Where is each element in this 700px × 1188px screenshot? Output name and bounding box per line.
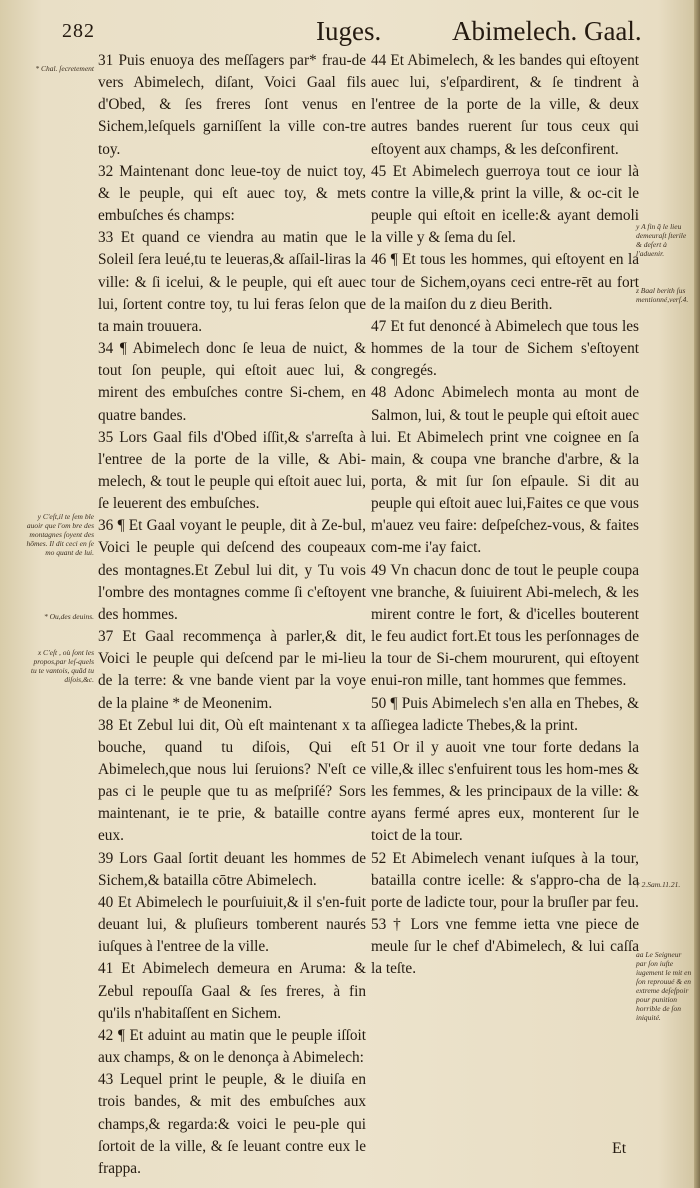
verse-number: 33 — [98, 229, 114, 247]
verse — [98, 50, 366, 161]
verse-text: Vn chacun donc de tout le peuple coupa vne branche, & ſuiuirent Abi-melech, & les mirent contre le fort, & d'icelles bouterent le feu audict fort.Et tous les perſonnages de la tour de Si-chem moururent, qui eſtoyent enui-ron mille, tant hommes que femmes. — [371, 561, 639, 690]
verse — [371, 50, 639, 161]
verse — [98, 848, 366, 892]
verse-text: Lors Gaal ſortit deuant les hommes de Sichem,& batailla cōtre Abimelech. — [98, 849, 366, 889]
verse-text: Puis enuoya des meſſagers par* frau-de vers Abimelech, diſant, Voici Gaal fils d'Obed, & ſes freres ſont venus en Sichem,leſquels garniſſent la ville con-tre toy. — [98, 52, 367, 158]
verse-number: 48 — [371, 384, 387, 402]
verse-text: ¶ Et Gaal voyant le peuple, dit à Ze-bul, Voici le peuple qui deſcend des coupeaux des montagnes.Et Zebul lui dit, y Tu vois l'ombre des montagnes comme ſi c'eſtoyent des hommes. — [98, 517, 366, 623]
section-title: Abimelech. Gaal. — [452, 16, 642, 46]
page-edge — [694, 0, 700, 1188]
page-number: 282 — [62, 20, 95, 42]
verse — [371, 914, 639, 980]
verse-number: 32 — [98, 162, 114, 180]
verse-text: Et Abimelech, & les bandes qui eſtoyent auec lui, s'eſpardirent, & ſe tindrent à l'entree de la porte de la ville, & deux autres bandes ruerent ſur tous ceux qui eſtoyent aux champs, & les deſconfirent. — [371, 52, 639, 158]
marginal-note: y A fin q̄ le lieu demeuraſt ſterile & deſert à l'aduenir. — [636, 222, 687, 258]
verse-number: 37 — [98, 628, 114, 646]
verse-text: ¶ Puis Abimelech s'en alla en Thebes, & aſſiegea ladicte Thebes,& la print. — [371, 694, 639, 734]
verse-number: 53 — [371, 916, 387, 934]
verse-text: Lors Gaal fils d'Obed iſſit,& s'arreſta à l'entree de la porte de la ville, & Abi-melech, & tout le peuple qui eſtoit auec lui, ſe leuerent des embuſches. — [98, 428, 366, 513]
verse — [98, 1069, 366, 1180]
verse-text: Adonc Abimelech monta au mont de Salmon, lui, & tout le peuple qui eſtoit auec lui. Et Abimelech print vne coignee en ſa main, & coupa vne branche d'arbre, & la porta, & mit ſur ſon eſpaule. Si dit au peuple qui eſtoit auec lui,Faites ce que vous m'auez veu faire: deſpeſchez-vous, & faites com-me i'ay faict. — [371, 384, 639, 557]
verse-number: 43 — [98, 1071, 114, 1089]
verse — [98, 161, 366, 227]
verse-text: Et Abimelech le pourſuiuit,& il s'en-fuit deuant lui, & pluſieurs tomberent naurés iuſques à l'entree de la ville. — [98, 893, 366, 956]
verse-number: 45 — [371, 162, 387, 180]
running-head — [0, 14, 700, 50]
marginal-note: aa Le Seigneur par ſon iuſte iugement le mit en ſon reprouué & en extreme deſeſpoir pour punition horrible de ſon iniquité. — [636, 950, 692, 1022]
verse — [371, 161, 639, 250]
verse-number: 49 — [371, 561, 387, 579]
verse-text: Maintenant donc leue-toy de nuict toy, & le peuple, qui eſt auec toy, & mets embuſches és champs: — [98, 162, 366, 225]
verse-number: 31 — [98, 52, 114, 69]
verse-text: ¶ Abimelech donc ſe leua de nuict, & tout ſon peuple, qui eſtoit auec lui, & mirent des embuſches contre Si-chem, en quatre bandes. — [98, 340, 366, 424]
verse — [371, 848, 639, 914]
verse-number: 46 — [371, 251, 387, 269]
verse-number: 35 — [98, 428, 114, 446]
verse-number: 40 — [98, 893, 114, 911]
verse — [98, 958, 366, 1024]
book-title: Iuges. — [316, 16, 382, 46]
marginal-note: x C'eſt , où ſont les propos,par leſ-quels tu te vantois, quād tu diſois,&c. — [30, 648, 94, 684]
verse-number: 47 — [371, 317, 387, 335]
verse — [371, 737, 639, 848]
verse-text: Et Gaal recommença à parler,& dit, Voici le peuple qui deſcend par le mi-lieu de la terre: & vne bande vient par la voye de la plaine * de Meonenim. — [98, 628, 366, 712]
verse — [98, 227, 366, 338]
verse — [98, 626, 366, 715]
verse — [371, 316, 639, 382]
marginal-note: y C'eſt,il te ſem ble auoir que l'om bre des montagnes ſoyent des hōmes. Il dit ceci en ſe mo quant de lui. — [26, 512, 94, 557]
verse — [371, 560, 639, 693]
marginal-note: * Chal. ſecretement — [35, 64, 94, 73]
verse — [371, 382, 639, 559]
verse-number: 42 — [98, 1026, 114, 1044]
verse-text: Et Abimelech venant iuſques à la tour, batailla contre icelle: & s'appro-cha de la porte de ladicte tour, pour la bruſler par feu. — [371, 849, 639, 911]
marginal-note: * Ou,des deuins. — [44, 612, 94, 621]
catchword: Et — [612, 1140, 627, 1157]
verse-number: 41 — [98, 960, 114, 978]
right-column — [371, 50, 639, 981]
verse — [98, 338, 366, 427]
verse-text: Et Zebul lui dit, Où eſt maintenant x ta bouche, quand tu diſois, Qui eſt Abimelech,que nous lui ſeruions? N'eſt ce pas ci le peuple que tu as meſpriſé? Sors maintenant, ie te prie, & bataille contre eux. — [98, 716, 366, 845]
verse-number: 51 — [371, 738, 387, 756]
verse — [98, 715, 366, 848]
verse-text: Or il y auoit vne tour forte dedans la ville,& illec s'enfuirent tous les hom-mes & les femmes, & les principaux de la ville: & ayans fermé apres eux, monterent ſur le toict de la tour. — [371, 738, 639, 845]
verse-text: Et Abimelech guerroya tout ce iour là contre la ville,& print la ville, & oc-cit le peuple qui eſtoit en icelle:& ayant demoli la ville y & ſema du ſel. — [371, 162, 639, 247]
verse-text: ¶ Et tous les hommes, qui eſtoyent en la tour de Sichem,oyans ceci entre-rēt au fort de la maiſon du z dieu Berith. — [371, 251, 639, 313]
left-column — [98, 50, 366, 1180]
verse — [98, 892, 366, 958]
verse-text: Et quand ce viendra au matin que le Soleil ſera leué,tu te leueras,& aſſail-liras la ville: & ſi icelui, & le peuple, qui eſt auec lui, ſortent contre toy, tu lui feras ſelon que ta main trouuera. — [98, 229, 366, 335]
verse-text: Et Abimelech demeura en Aruma: & Zebul repouſſa Gaal & ſes freres, à fin qu'ils n'habitaſſent en Sichem. — [98, 960, 367, 1022]
marginal-note: † 2.Sam.11.21. — [636, 880, 681, 889]
verse-number: 36 — [98, 517, 114, 535]
verse — [98, 515, 366, 626]
verse-number: 50 — [371, 694, 387, 712]
verse-number: 38 — [98, 716, 114, 734]
marginal-note: z Baal berith ſus mentionné,verſ.4. — [636, 286, 689, 304]
verse-text: ¶ Et aduint au matin que le peuple iſſoit aux champs, & on le denonça à Abimelech: — [98, 1026, 366, 1067]
verse — [98, 1025, 366, 1069]
verse-number: 52 — [371, 849, 387, 867]
verse-text: † Lors vne femme ietta vne piece de meule ſur le chef d'Abimelech, & lui caſſa la teſte. — [371, 916, 639, 978]
verse-text: Lequel print le peuple, & le diuiſa en trois bandes, & mit des embuſches aux champs,& regarda:& voici le peu-ple qui ſortoit de la ville, & ſe leuant contre eux le frappa. — [98, 1071, 366, 1177]
verse — [98, 427, 366, 516]
verse-number: 34 — [98, 340, 114, 358]
verse — [371, 249, 639, 315]
verse-number: 39 — [98, 849, 114, 867]
verse-text: Et fut denoncé à Abimelech que tous les hommes de la tour de Sichem s'eſtoyent congregés. — [371, 317, 640, 380]
verse-number: 44 — [371, 52, 387, 69]
verse — [371, 693, 639, 737]
